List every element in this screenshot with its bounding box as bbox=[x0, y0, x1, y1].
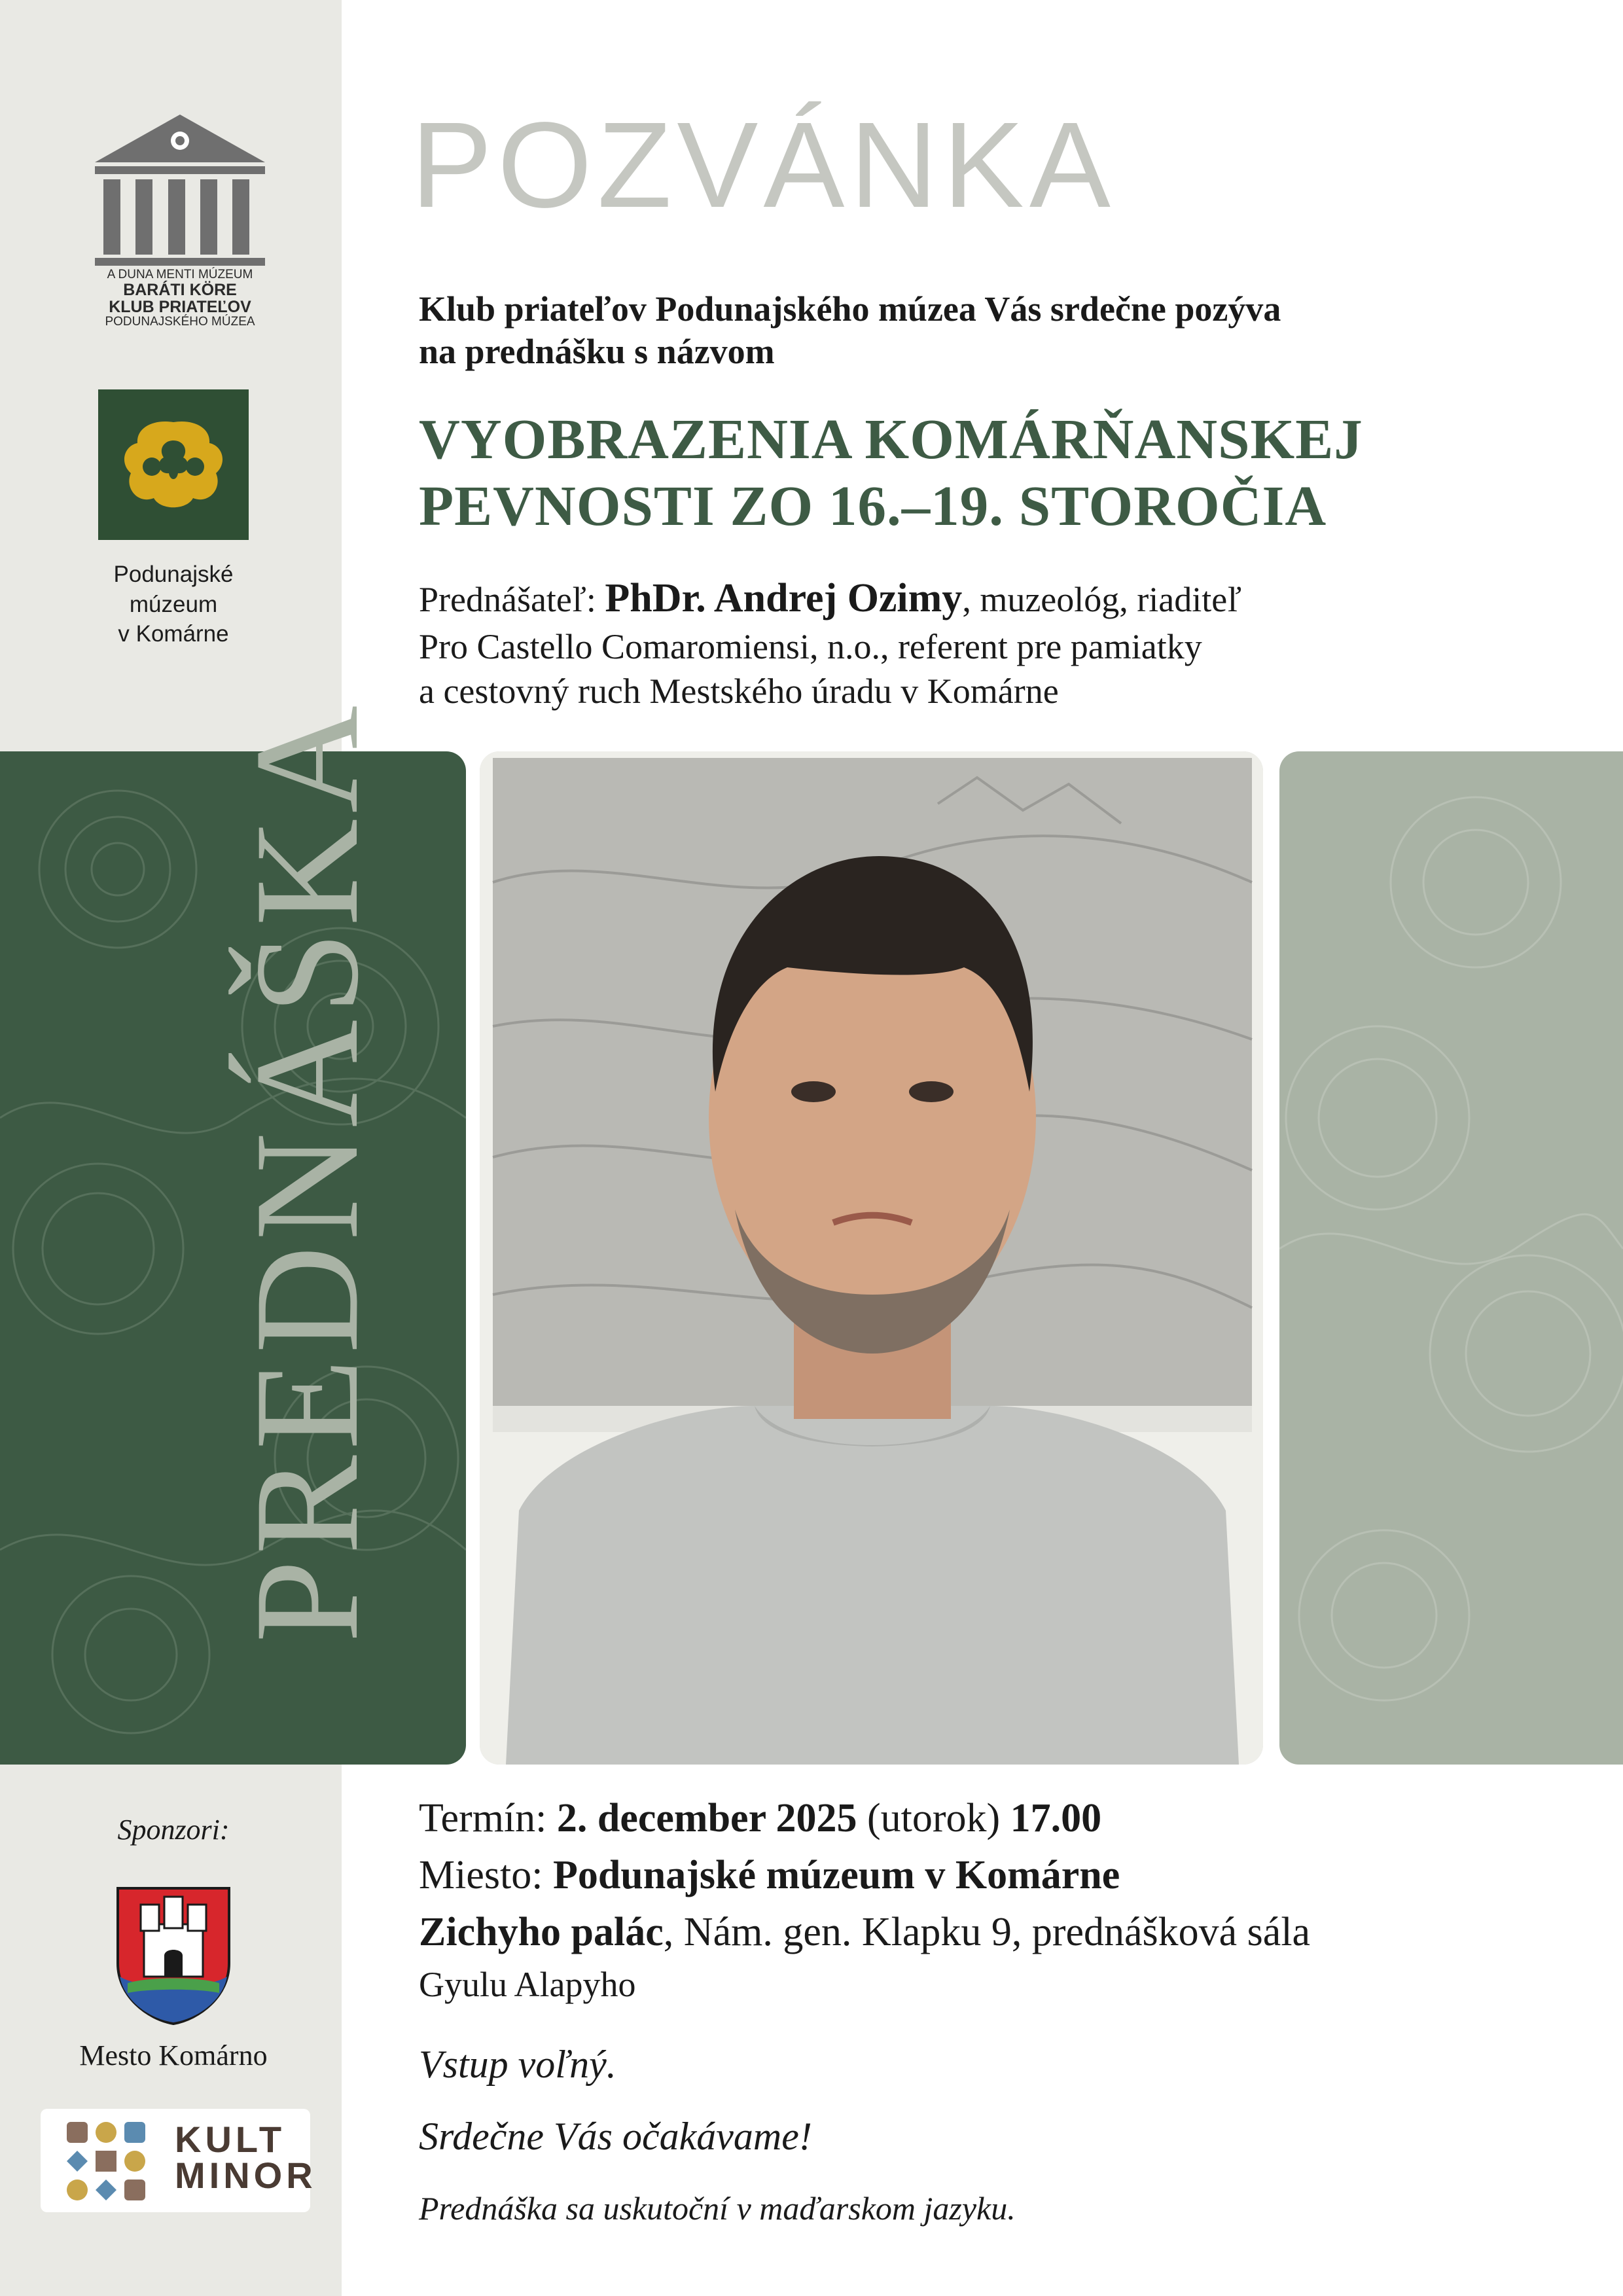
museum-name-line3: v Komárne bbox=[118, 621, 229, 647]
event-time: 17.00 bbox=[1010, 1796, 1102, 1840]
club-name-line4: PODUNAJSKÉHO MÚZEA bbox=[105, 315, 255, 329]
lecture-title bbox=[419, 406, 1597, 539]
city-name: Mesto Komárno bbox=[79, 2039, 268, 2072]
speaker-portrait bbox=[480, 751, 1263, 1765]
club-name-line3: KLUB PRIATEĽOV bbox=[109, 298, 251, 317]
welcome-note: Srdečne Vás očakávame! bbox=[419, 2115, 812, 2158]
club-logo bbox=[92, 111, 268, 329]
place-line bbox=[419, 1847, 1597, 1904]
speaker-label: Prednášateľ: bbox=[419, 580, 605, 619]
lecture-title-line2: PEVNOSTI ZO 16.–19. STOROČIA bbox=[419, 473, 1327, 537]
club-name-line1: A DUNA MENTI MÚZEUM bbox=[107, 268, 253, 281]
language-note: Prednáška sa uskutoční v maďarskom jazyku. bbox=[419, 2190, 1016, 2227]
place-value: Podunajské múzeum v Komárne bbox=[552, 1852, 1120, 1897]
speaker-name: Andrej Ozimy bbox=[713, 576, 963, 620]
entry-note: Vstup voľný. bbox=[419, 2043, 616, 2086]
speaker-photo bbox=[480, 751, 1263, 1765]
venue-hall: Gyulu Alapyho bbox=[419, 1965, 636, 2005]
coat-of-arms-icon bbox=[115, 1885, 232, 2026]
museum-emblem-icon bbox=[98, 389, 249, 540]
date-label: Termín: bbox=[419, 1796, 557, 1840]
intro-line2: na prednášku s názvom bbox=[419, 331, 775, 371]
day-of-week: (utorok) bbox=[857, 1796, 1010, 1840]
kult-word: KULT bbox=[175, 2119, 286, 2160]
museum-logo bbox=[98, 389, 249, 540]
page-title: POZVÁNKA bbox=[411, 98, 1116, 233]
intro-text bbox=[419, 288, 1531, 373]
intro-line1: Klub priateľov Podunajského múzea Vás srdečne pozýva bbox=[419, 289, 1281, 329]
speaker-role1: , muzeológ, riaditeľ bbox=[962, 580, 1242, 619]
kult-minor-logo bbox=[41, 2109, 317, 2212]
kult-minor-text bbox=[175, 2119, 317, 2196]
venue-address: , Nám. gen. Klapku 9, prednášková sála bbox=[663, 1909, 1311, 1954]
lecture-title-line1: VYOBRAZENIA KOMÁRŇANSKEJ bbox=[419, 407, 1363, 471]
venue-name: Zichyho palác bbox=[419, 1909, 664, 1954]
date-line bbox=[419, 1790, 1597, 1847]
museum-name-line1: Podunajské bbox=[113, 562, 234, 587]
kult-minor-mark-icon bbox=[60, 2115, 152, 2207]
minor-word: MINOR bbox=[175, 2154, 317, 2196]
date-value: 2. december 2025 bbox=[556, 1796, 857, 1840]
ornament-pattern-right bbox=[1279, 751, 1623, 1765]
speaker-degree: PhDr. bbox=[605, 576, 714, 620]
right-sage-panel bbox=[1279, 751, 1623, 1765]
venue-line bbox=[419, 1904, 1597, 1961]
place-label: Miesto: bbox=[419, 1852, 553, 1897]
speaker-role2: Pro Castello Comaromiensi, n.o., referent pre pamiatky bbox=[419, 626, 1202, 666]
club-name-line2: BARÁTI KÖRE bbox=[123, 280, 237, 299]
sponsors-label: Sponzori: bbox=[117, 1814, 230, 1846]
speaker-info bbox=[419, 573, 1597, 714]
museum-name bbox=[59, 560, 288, 649]
museum-name-line2: múzeum bbox=[129, 591, 218, 617]
museum-building-icon bbox=[92, 111, 268, 268]
speaker-role3: a cestovný ruch Mestského úradu v Komárne bbox=[419, 672, 1059, 711]
vertical-lecture-word: PREDNÁŠKA bbox=[224, 700, 389, 1643]
event-details bbox=[419, 1790, 1597, 2010]
komarno-coat-of-arms bbox=[115, 1885, 232, 2029]
